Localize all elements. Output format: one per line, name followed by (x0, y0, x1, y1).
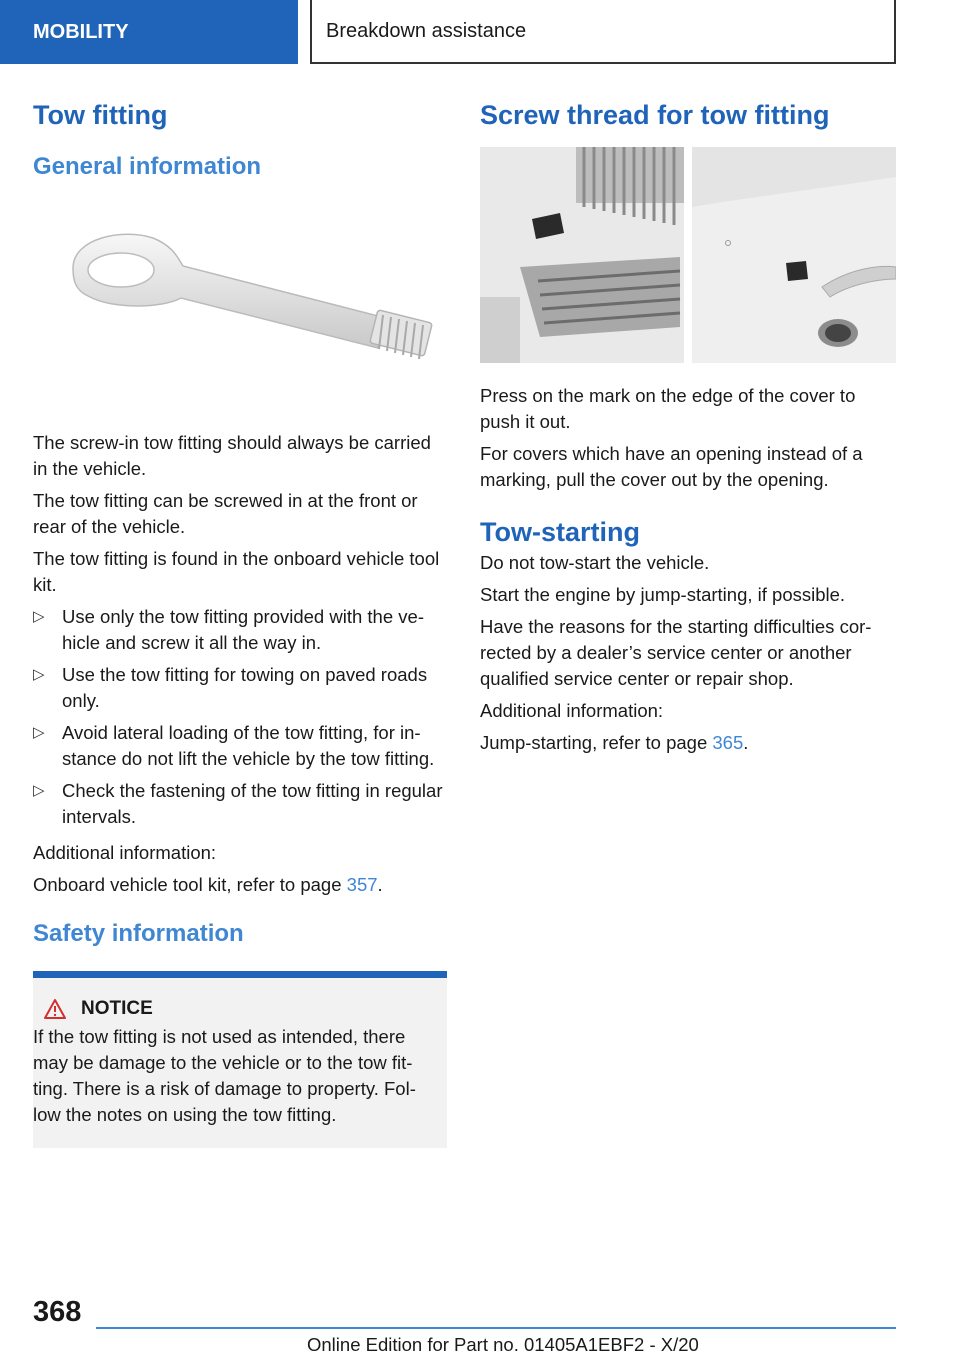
left-column (33, 98, 447, 1148)
usage-list (33, 604, 447, 830)
para-reasons: Have the reasons for the starting difficulties corrected by a dealer’s service center or another qualified service center or repair shop. (480, 616, 872, 690)
edition-text: Online Edition for Part no. 01405A1EBF2 - X/20 (307, 1334, 699, 1355)
toolkit-reference: Onboard vehicle tool kit, refer to page 357. (33, 874, 383, 896)
para-carry: The screw-in tow fitting should always be carried in the vehicle. (33, 432, 431, 480)
chapter-label: Breakdown assistance (326, 19, 527, 42)
screw-thread-title: Screw thread for tow fitting (480, 100, 830, 130)
tow-fitting-title: Tow fitting (33, 100, 168, 130)
notice-box (33, 971, 447, 1148)
triangle-bullet-icon: ▷ (33, 608, 45, 626)
triangle-bullet-icon: ▷ (33, 724, 45, 742)
list-item: ▷ Avoid lateral loading of the tow fitting, for instance do not lift the vehicle by the tow fitting. (33, 722, 435, 770)
tow-starting-title: Tow-starting (480, 517, 640, 548)
jump-start-reference: Jump-starting, refer to page 365. (480, 732, 749, 754)
triangle-bullet-icon: ▷ (33, 666, 45, 684)
section-label: MOBILITY (33, 20, 129, 43)
page-number: 368 (33, 1296, 82, 1328)
triangle-bullet-icon: ▷ (33, 782, 45, 800)
warning-triangle-icon (43, 998, 67, 1020)
right-column (480, 98, 896, 756)
notice-text: If the tow fitting is not used as intended, there may be damage to the vehicle or to the tow fitting. There is a risk of damage to property. Follow the notes on using the tow fitting. (33, 1026, 416, 1126)
para-press-mark: Press on the mark on the edge of the cover to push it out. (480, 385, 856, 433)
additional-info-label: Additional information: (480, 700, 664, 722)
list-item: ▷ Check the fastening of the tow fitting in regular intervals. (33, 780, 443, 828)
section-tab (0, 0, 298, 64)
tow-fitting-illustration (33, 198, 447, 418)
general-info-heading: General information (33, 153, 262, 181)
para-opening: For covers which have an opening instead of a marking, pull the cover out by the opening. (480, 443, 863, 491)
footer-divider (96, 1327, 896, 1329)
safety-info-heading: Safety information (33, 920, 244, 948)
notice-title: NOTICE (81, 998, 153, 1020)
page-link-357[interactable]: 357 (346, 874, 378, 896)
bumper-cover-photos (480, 147, 896, 363)
para-front-rear: The tow fitting can be screwed in at the front or rear of the vehicle. (33, 490, 418, 538)
para-no-tow-start: Do not tow-start the vehicle. (480, 552, 710, 574)
page-link-365[interactable]: 365 (712, 732, 744, 754)
list-item: ▷ Use only the tow fitting provided with the vehicle and screw it all the way in. (33, 606, 424, 654)
front-bumper-image (480, 147, 684, 363)
para-jump-start: Start the engine by jump-starting, if possible. (480, 584, 846, 606)
para-toolkit: The tow fitting is found in the onboard vehicle tool kit. (33, 548, 440, 596)
chapter-header (310, 0, 896, 64)
rear-bumper-image (692, 147, 896, 363)
list-item: ▷ Use the tow fitting for towing on paved roads only. (33, 664, 428, 712)
additional-info-label: Additional information: (33, 842, 217, 864)
